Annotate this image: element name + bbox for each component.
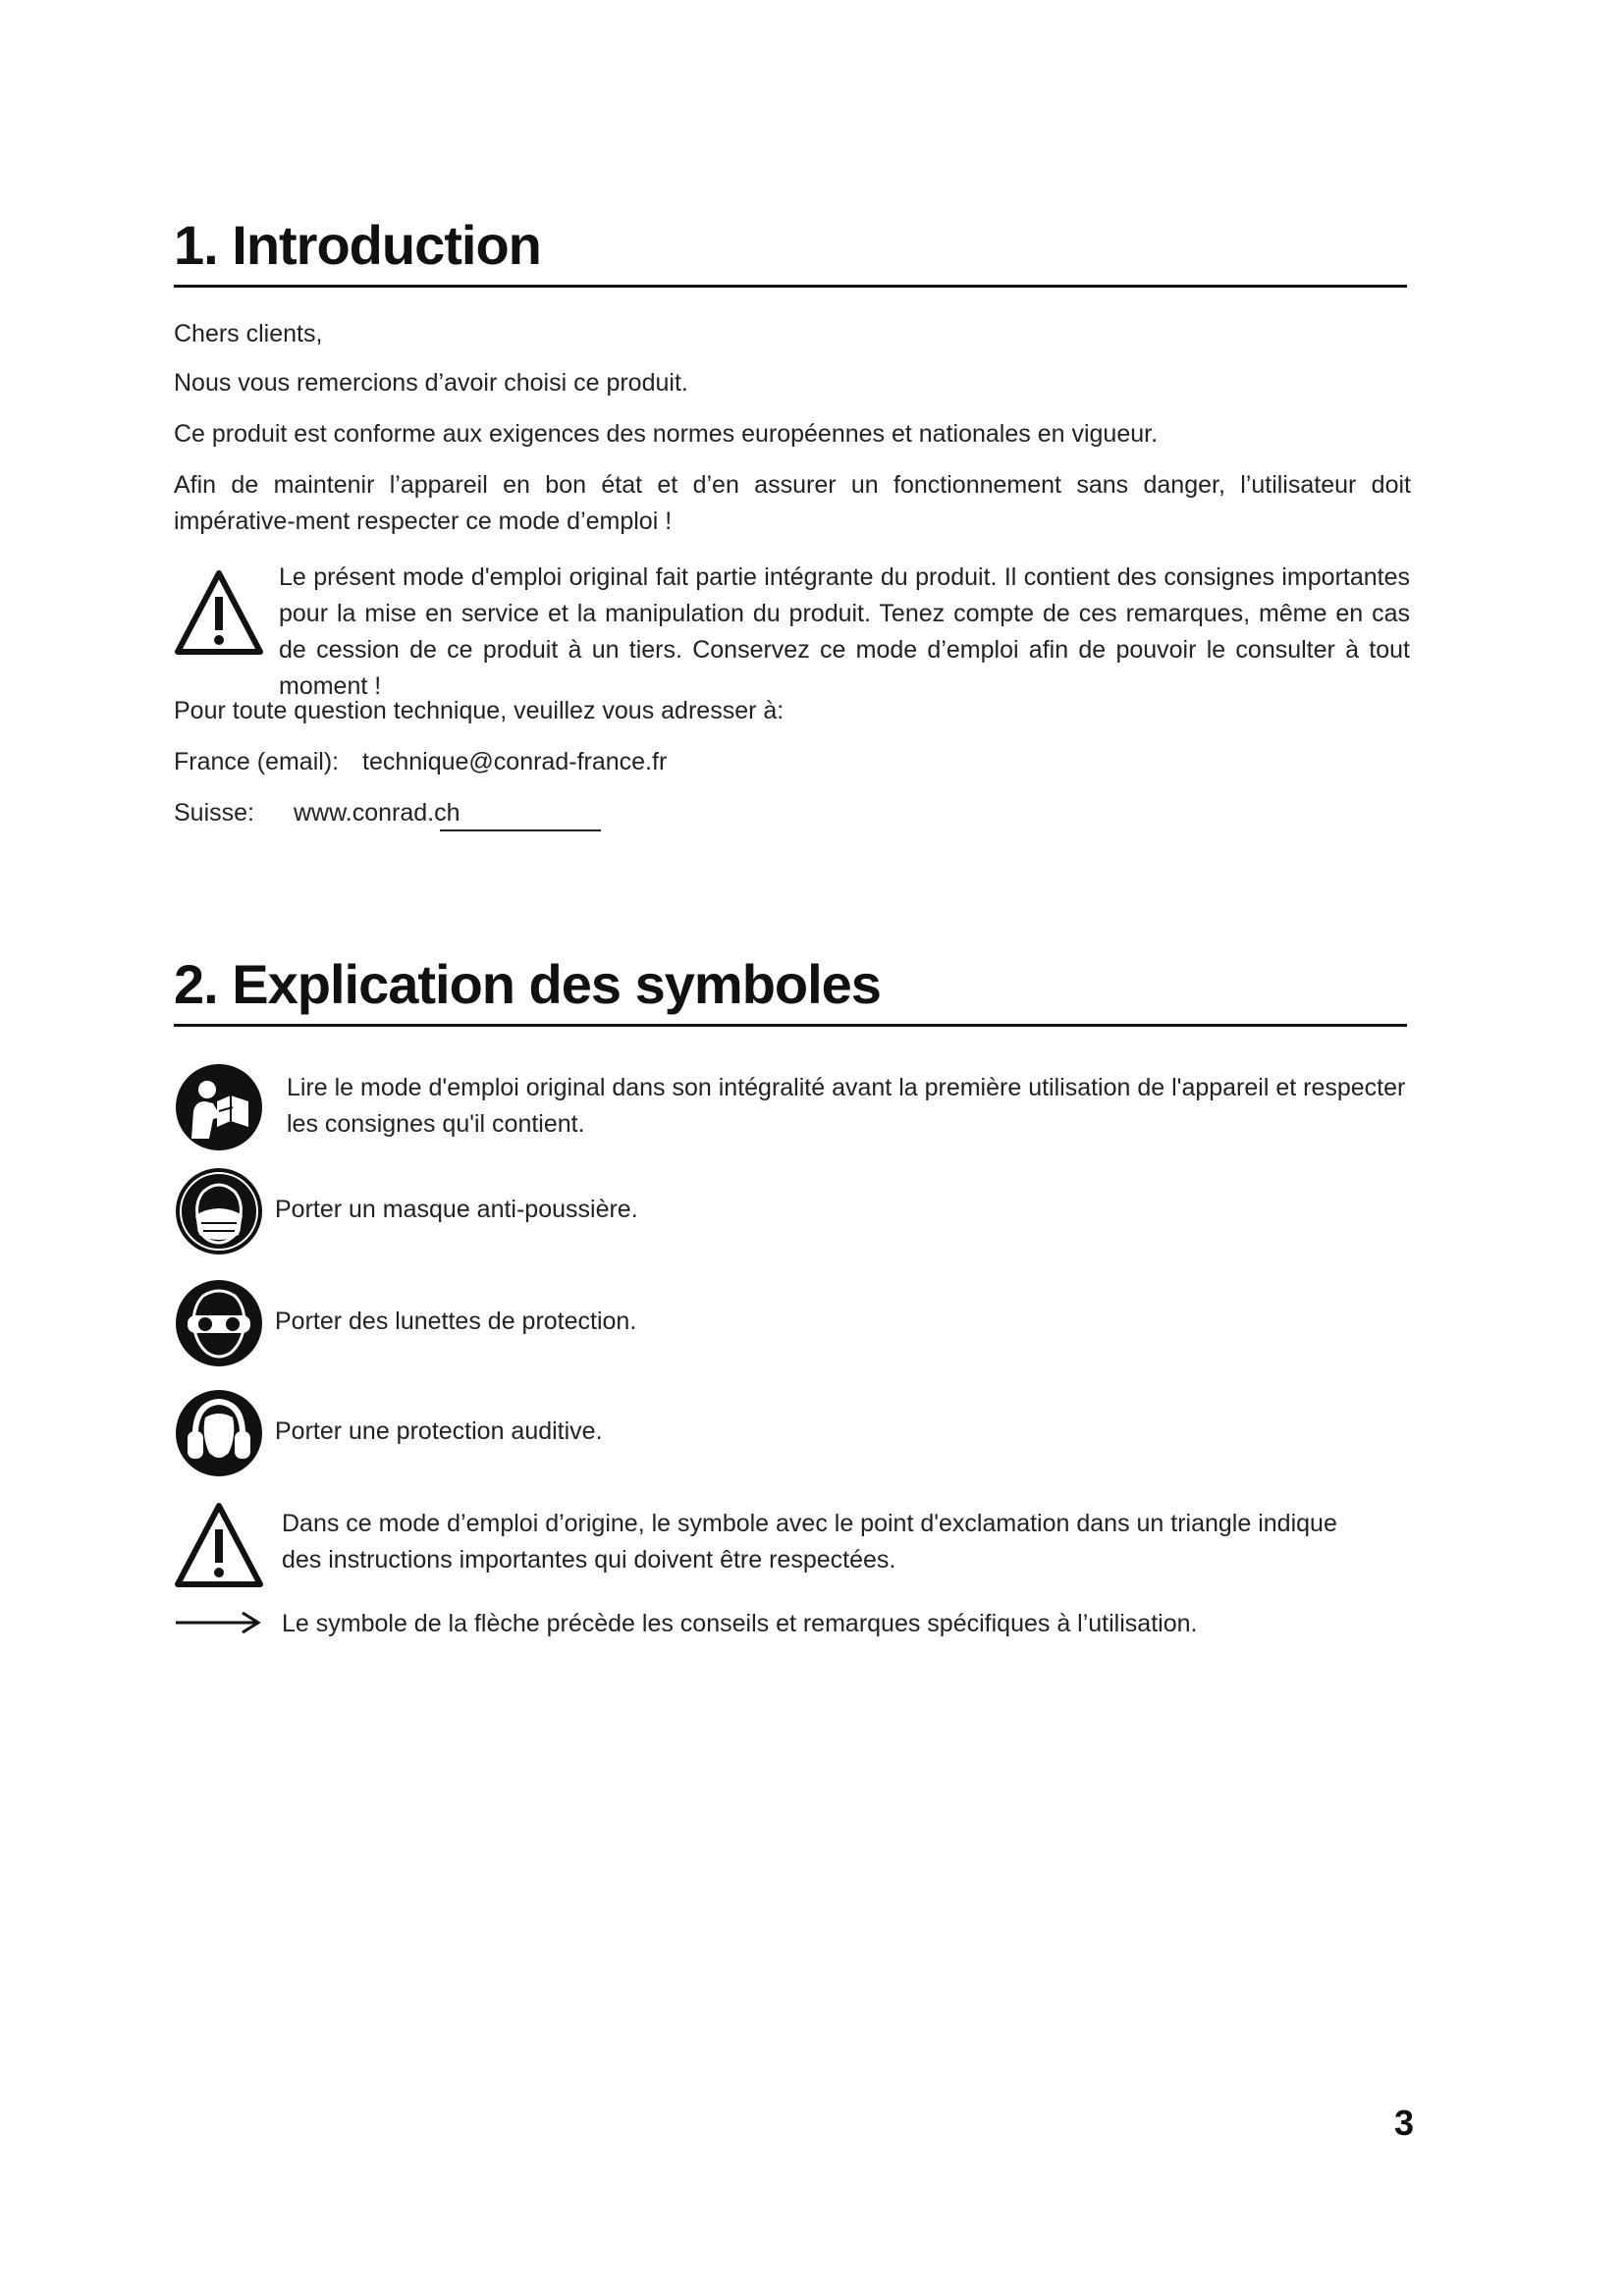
symbol-text-dust-mask: Porter un masque anti-poussière. bbox=[275, 1196, 638, 1223]
contact-website-link[interactable]: www.conrad.ch bbox=[294, 799, 460, 827]
dust-mask-icon bbox=[174, 1166, 264, 1256]
greeting: Chers clients, bbox=[174, 320, 323, 347]
warning-triangle-icon bbox=[174, 567, 264, 658]
symbol-text-warning: Dans ce mode d’emploi d’origine, le symbole avec le point d'exclamation dans un triangle indique des instructions importantes qui doivent être respectées. bbox=[282, 1510, 1337, 1574]
read-manual-icon bbox=[174, 1062, 264, 1152]
question-text: Pour toute question technique, veuillez vous adresser à: bbox=[174, 697, 785, 724]
maintain-text: Afin de maintenir l’appareil en bon état et d’en assurer un fonctionnement sans danger, l’utilisateur doit impérative-ment respecter ce mode d’emploi ! bbox=[174, 471, 1411, 535]
symbol-text-safety-goggles: Porter des lunettes de protection. bbox=[275, 1308, 637, 1335]
page-number: 3 bbox=[1393, 2103, 1414, 2143]
contact-france bbox=[174, 744, 667, 780]
conformity-text: Ce produit est conforme aux exigences des normes européennes et nationales en vigueur. bbox=[174, 420, 1159, 448]
contact-label: Suisse: bbox=[174, 799, 254, 827]
safety-goggles-icon bbox=[174, 1278, 264, 1368]
symbol-text-hearing-protection: Porter une protection auditive. bbox=[275, 1417, 603, 1445]
thanks-text: Nous vous remercions d’avoir choisi ce produit. bbox=[174, 369, 688, 397]
contact-suisse bbox=[174, 795, 460, 831]
section-title-symbols: 2. Explication des symboles bbox=[174, 957, 1407, 1027]
symbol-text-arrow: Le symbole de la flèche précède les conseils et remarques spécifiques à l’utilisation. bbox=[282, 1610, 1198, 1637]
warning-triangle-icon bbox=[174, 1500, 264, 1590]
contact-label: France (email): bbox=[174, 748, 340, 775]
section-title-introduction: 1. Introduction bbox=[174, 218, 1407, 288]
hearing-protection-icon bbox=[174, 1388, 264, 1478]
url-underline bbox=[440, 829, 601, 831]
warning-text: Le présent mode d'emploi original fait partie intégrante du produit. Il contient des consignes importantes pour la mise en service et la manipulation du produit. Tenez compte de ces remarques, même en cas de cession de ce produit à un tiers. Conservez ce mode d’emploi afin de pouvoir le consulter à tout moment ! bbox=[279, 563, 1410, 700]
contact-email-link[interactable]: technique@conrad-france.fr bbox=[362, 748, 668, 775]
symbol-text-read-manual: Lire le mode d'emploi original dans son intégralité avant la première utilisation de l'appareil et respecter les consignes qu'il contient. bbox=[287, 1074, 1406, 1138]
arrow-right-icon bbox=[174, 1610, 262, 1635]
